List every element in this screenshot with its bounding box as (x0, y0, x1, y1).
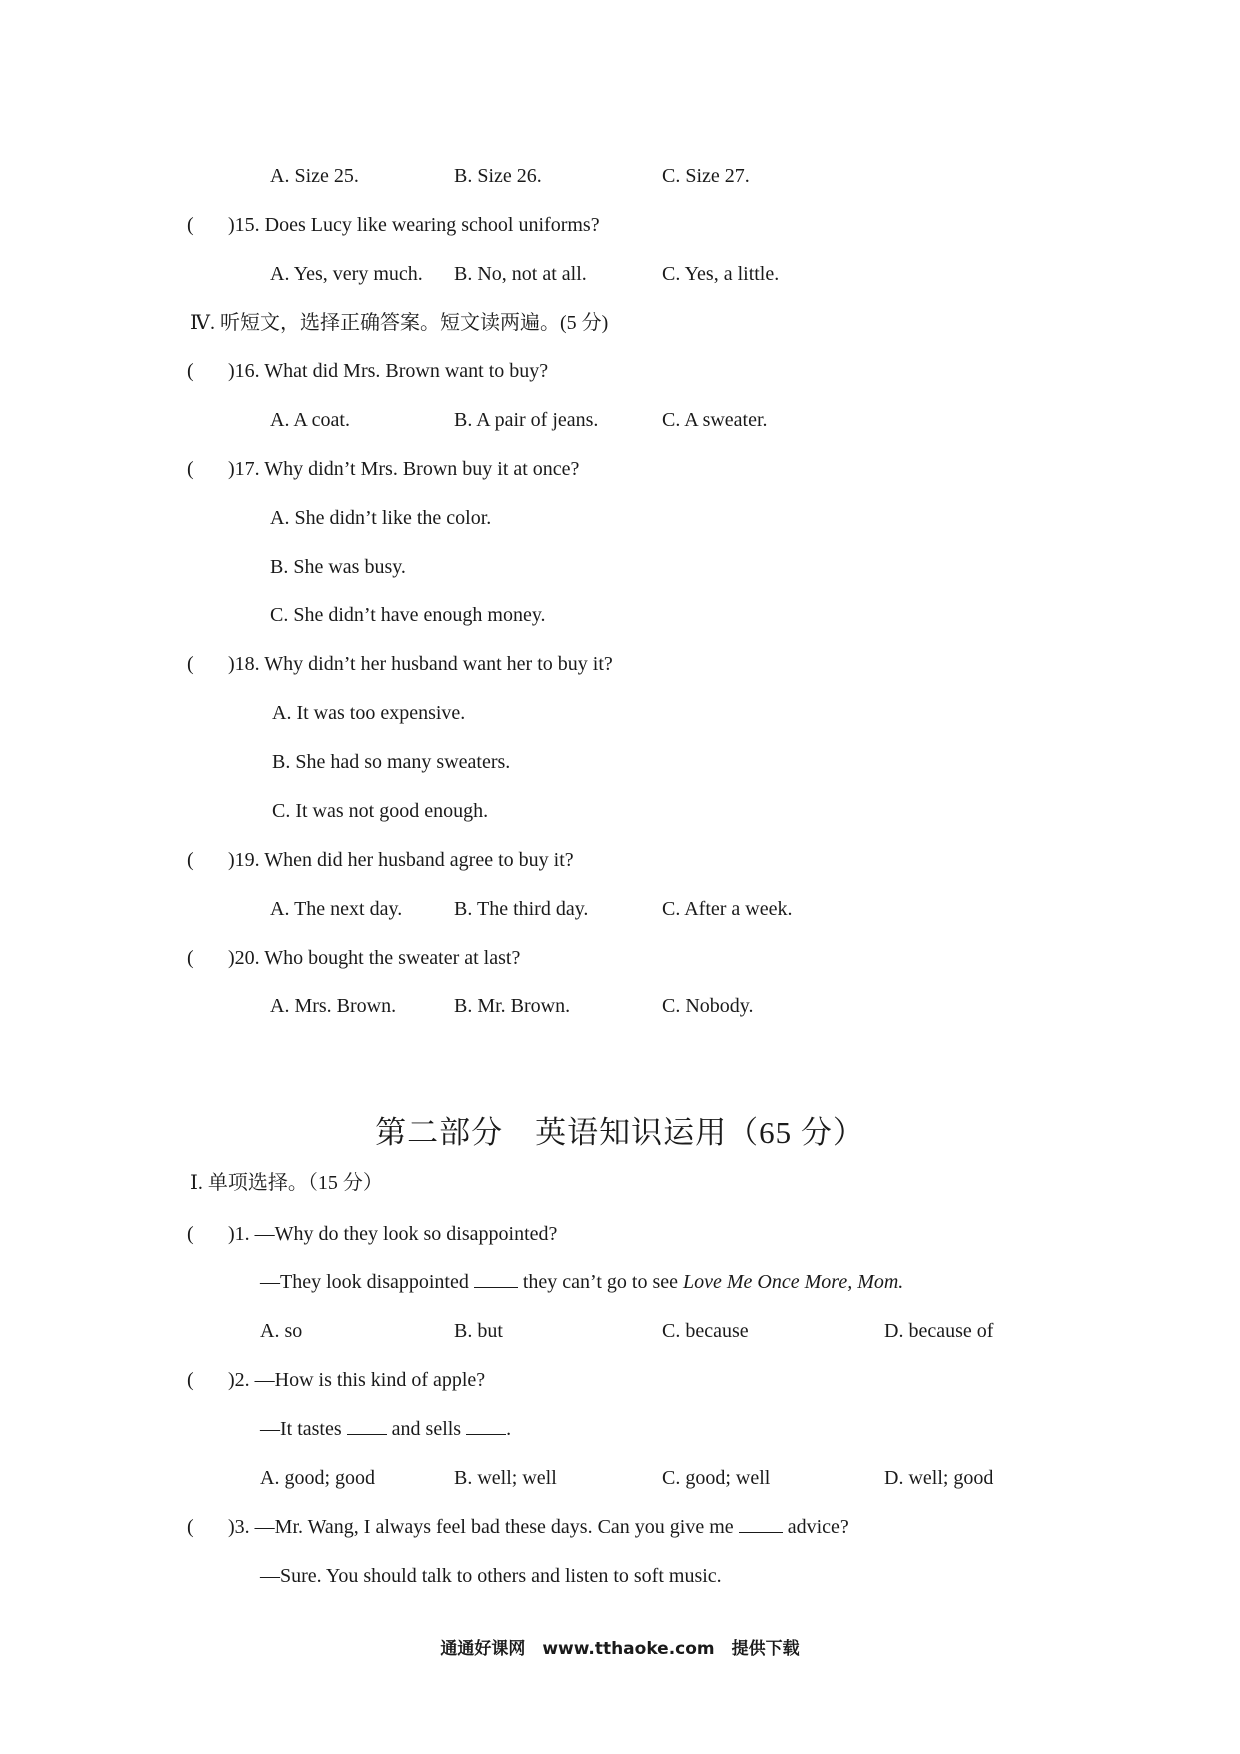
q16-option-c: C. A sweater. (662, 409, 768, 431)
q20-answer-paren: ( (187, 947, 194, 969)
q18-stem: )18. Why didn’t her husband want her to buy it? (228, 653, 613, 675)
mc-q1-answer-paren: ( (187, 1223, 194, 1245)
mc-q3-answer-paren: ( (187, 1516, 194, 1538)
q19-option-a: A. The next day. (270, 898, 403, 920)
q17-option-b: B. She was busy. (270, 556, 406, 578)
q16-stem: )16. What did Mrs. Brown want to buy? (228, 360, 549, 382)
q16-option-b: B. A pair of jeans. (454, 409, 599, 431)
mc-q1-option-a: A. so (260, 1320, 303, 1342)
q18-option-b: B. She had so many sweaters. (272, 751, 511, 773)
q17-stem: )17. Why didn’t Mrs. Brown buy it at once? (228, 458, 580, 480)
mc-q3-blank (739, 1514, 783, 1533)
mc-q3-stem (228, 1514, 849, 1540)
mc-q2-option-a: A. good; good (260, 1467, 375, 1489)
mc-q1-reply-before: —They look disappointed (260, 1271, 469, 1293)
q18-option-c: C. It was not good enough. (272, 800, 489, 822)
mc-q1-option-c: C. because (662, 1320, 749, 1342)
q17-answer-paren: ( (187, 458, 194, 480)
mc-q3-reply: —Sure. You should talk to others and listen to soft music. (260, 1565, 722, 1587)
mc-q2-stem: )2. —How is this kind of apple? (228, 1369, 486, 1391)
mc-q1-movie-title: Love Me Once More, Mom. (683, 1271, 904, 1293)
q15-option-c: C. Yes, a little. (662, 263, 780, 285)
q15-answer-paren: ( (187, 214, 194, 236)
mc-q1-blank (474, 1269, 518, 1288)
download-source-footer: 通通好课网 www.tthaoke.com 提供下载 (440, 1639, 800, 1659)
mc-q3-stem-after: advice? (787, 1516, 849, 1538)
q18-option-a: A. It was too expensive. (272, 702, 466, 724)
q14-option-a: A. Size 25. (270, 165, 359, 187)
q16-answer-paren: ( (187, 360, 194, 382)
mc-q2-reply-before: —It tastes (260, 1418, 342, 1440)
mc-q2-option-c: C. good; well (662, 1467, 771, 1489)
q20-stem: )20. Who bought the sweater at last? (228, 947, 521, 969)
mc-q2-reply (260, 1416, 511, 1442)
q17-option-c: C. She didn’t have enough money. (270, 604, 546, 626)
q15-option-b: B. No, not at all. (454, 263, 587, 285)
section-i-heading: Ⅰ. 单项选择。（15 分） (190, 1172, 383, 1194)
mc-q2-blank-2 (466, 1416, 506, 1435)
q20-option-a: A. Mrs. Brown. (270, 995, 397, 1017)
mc-q2-reply-middle: and sells (391, 1418, 462, 1440)
q17-option-a: A. She didn’t like the color. (270, 507, 492, 529)
mc-q1-stem: )1. —Why do they look so disappointed? (228, 1223, 558, 1245)
section-iv-heading: Ⅳ. 听短文，选择正确答案。短文读两遍。(5 分) (190, 312, 609, 334)
mc-q1-option-d: D. because of (884, 1320, 994, 1342)
q15-stem: )15. Does Lucy like wearing school uniforms? (228, 214, 600, 236)
mc-q3-stem-before: )3. —Mr. Wang, I always feel bad these days. Can you give me (228, 1516, 734, 1538)
mc-q2-blank-1 (347, 1416, 387, 1435)
mc-q1-reply-after: they can’t go to see (522, 1271, 678, 1293)
q14-option-c: C. Size 27. (662, 165, 750, 187)
q19-answer-paren: ( (187, 849, 194, 871)
mc-q2-answer-paren: ( (187, 1369, 194, 1391)
mc-q2-reply-end: . (506, 1418, 512, 1440)
mc-q2-option-d: D. well; good (884, 1467, 994, 1489)
mc-q1-reply (260, 1269, 903, 1295)
q18-answer-paren: ( (187, 653, 194, 675)
q20-option-c: C. Nobody. (662, 995, 754, 1017)
part-two-title: 第二部分 英语知识运用（65 分） (375, 1115, 865, 1150)
q20-option-b: B. Mr. Brown. (454, 995, 571, 1017)
q19-option-b: B. The third day. (454, 898, 589, 920)
mc-q1-option-b: B. but (454, 1320, 503, 1342)
q16-option-a: A. A coat. (270, 409, 350, 431)
mc-q2-option-b: B. well; well (454, 1467, 557, 1489)
q19-option-c: C. After a week. (662, 898, 793, 920)
q15-option-a: A. Yes, very much. (270, 263, 423, 285)
q14-option-b: B. Size 26. (454, 165, 542, 187)
q19-stem: )19. When did her husband agree to buy it? (228, 849, 574, 871)
